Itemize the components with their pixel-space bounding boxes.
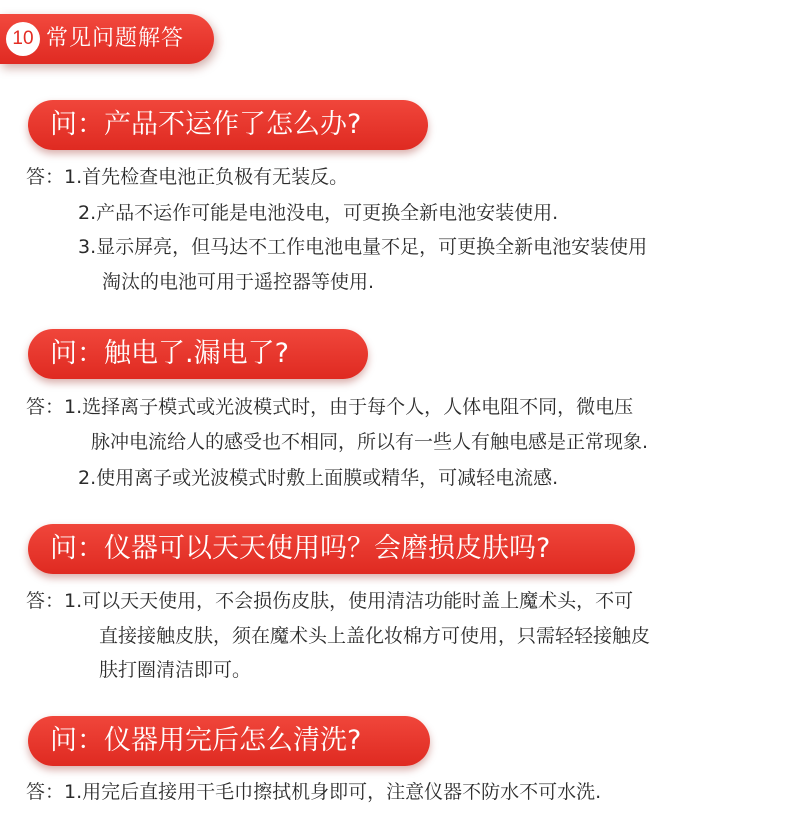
faq-answer-3-line-2: 直接接触皮肤，须在魔术头上盖化妆棉方可使用，只需轻轻接触皮 xyxy=(99,625,651,647)
faq-question-2: 问：触电了.漏电了? xyxy=(28,329,368,379)
faq-answer-3-line-3: 肤打圈清洁即可。 xyxy=(99,659,252,681)
faq-question-3: 问：仪器可以天天使用吗？会磨损皮肤吗? xyxy=(28,524,635,574)
faq-answer-4-line-1: 答：1.用完后直接用干毛巾擦拭机身即可，注意仪器不防水不可水洗. xyxy=(26,781,602,803)
faq-answer-3-line-1: 答：1.可以天天使用，不会损伤皮肤，使用清洁功能时盖上魔术头，不可 xyxy=(26,590,634,612)
faq-answer-2-line-1: 答：1.选择离子模式或光波模式时，由于每个人，人体电阻不同，微电压 xyxy=(26,396,634,418)
faq-answer-1-line-2: 2.产品不运作可能是电池没电，可更换全新电池安装使用. xyxy=(78,202,559,224)
faq-question-1: 问：产品不运作了怎么办? xyxy=(28,100,428,150)
section-number-badge: 10 xyxy=(6,22,40,56)
section-title: 常见问题解答 xyxy=(46,26,185,51)
faq-answer-1-line-4: 淘汰的电池可用于遥控器等使用. xyxy=(102,271,375,293)
faq-answer-1-line-1: 答：1.首先检查电池正负极有无装反。 xyxy=(26,166,349,188)
faq-answer-2-line-2: 脉冲电流给人的感受也不相同，所以有一些人有触电感是正常现象. xyxy=(91,431,649,453)
faq-answer-1-line-3: 3.显示屏亮，但马达不工作电池电量不足，可更换全新电池安装使用 xyxy=(78,236,648,258)
faq-answer-2-line-3: 2.使用离子或光波模式时敷上面膜或精华，可减轻电流感. xyxy=(78,467,559,489)
faq-question-4: 问：仪器用完后怎么清洗? xyxy=(28,716,430,766)
